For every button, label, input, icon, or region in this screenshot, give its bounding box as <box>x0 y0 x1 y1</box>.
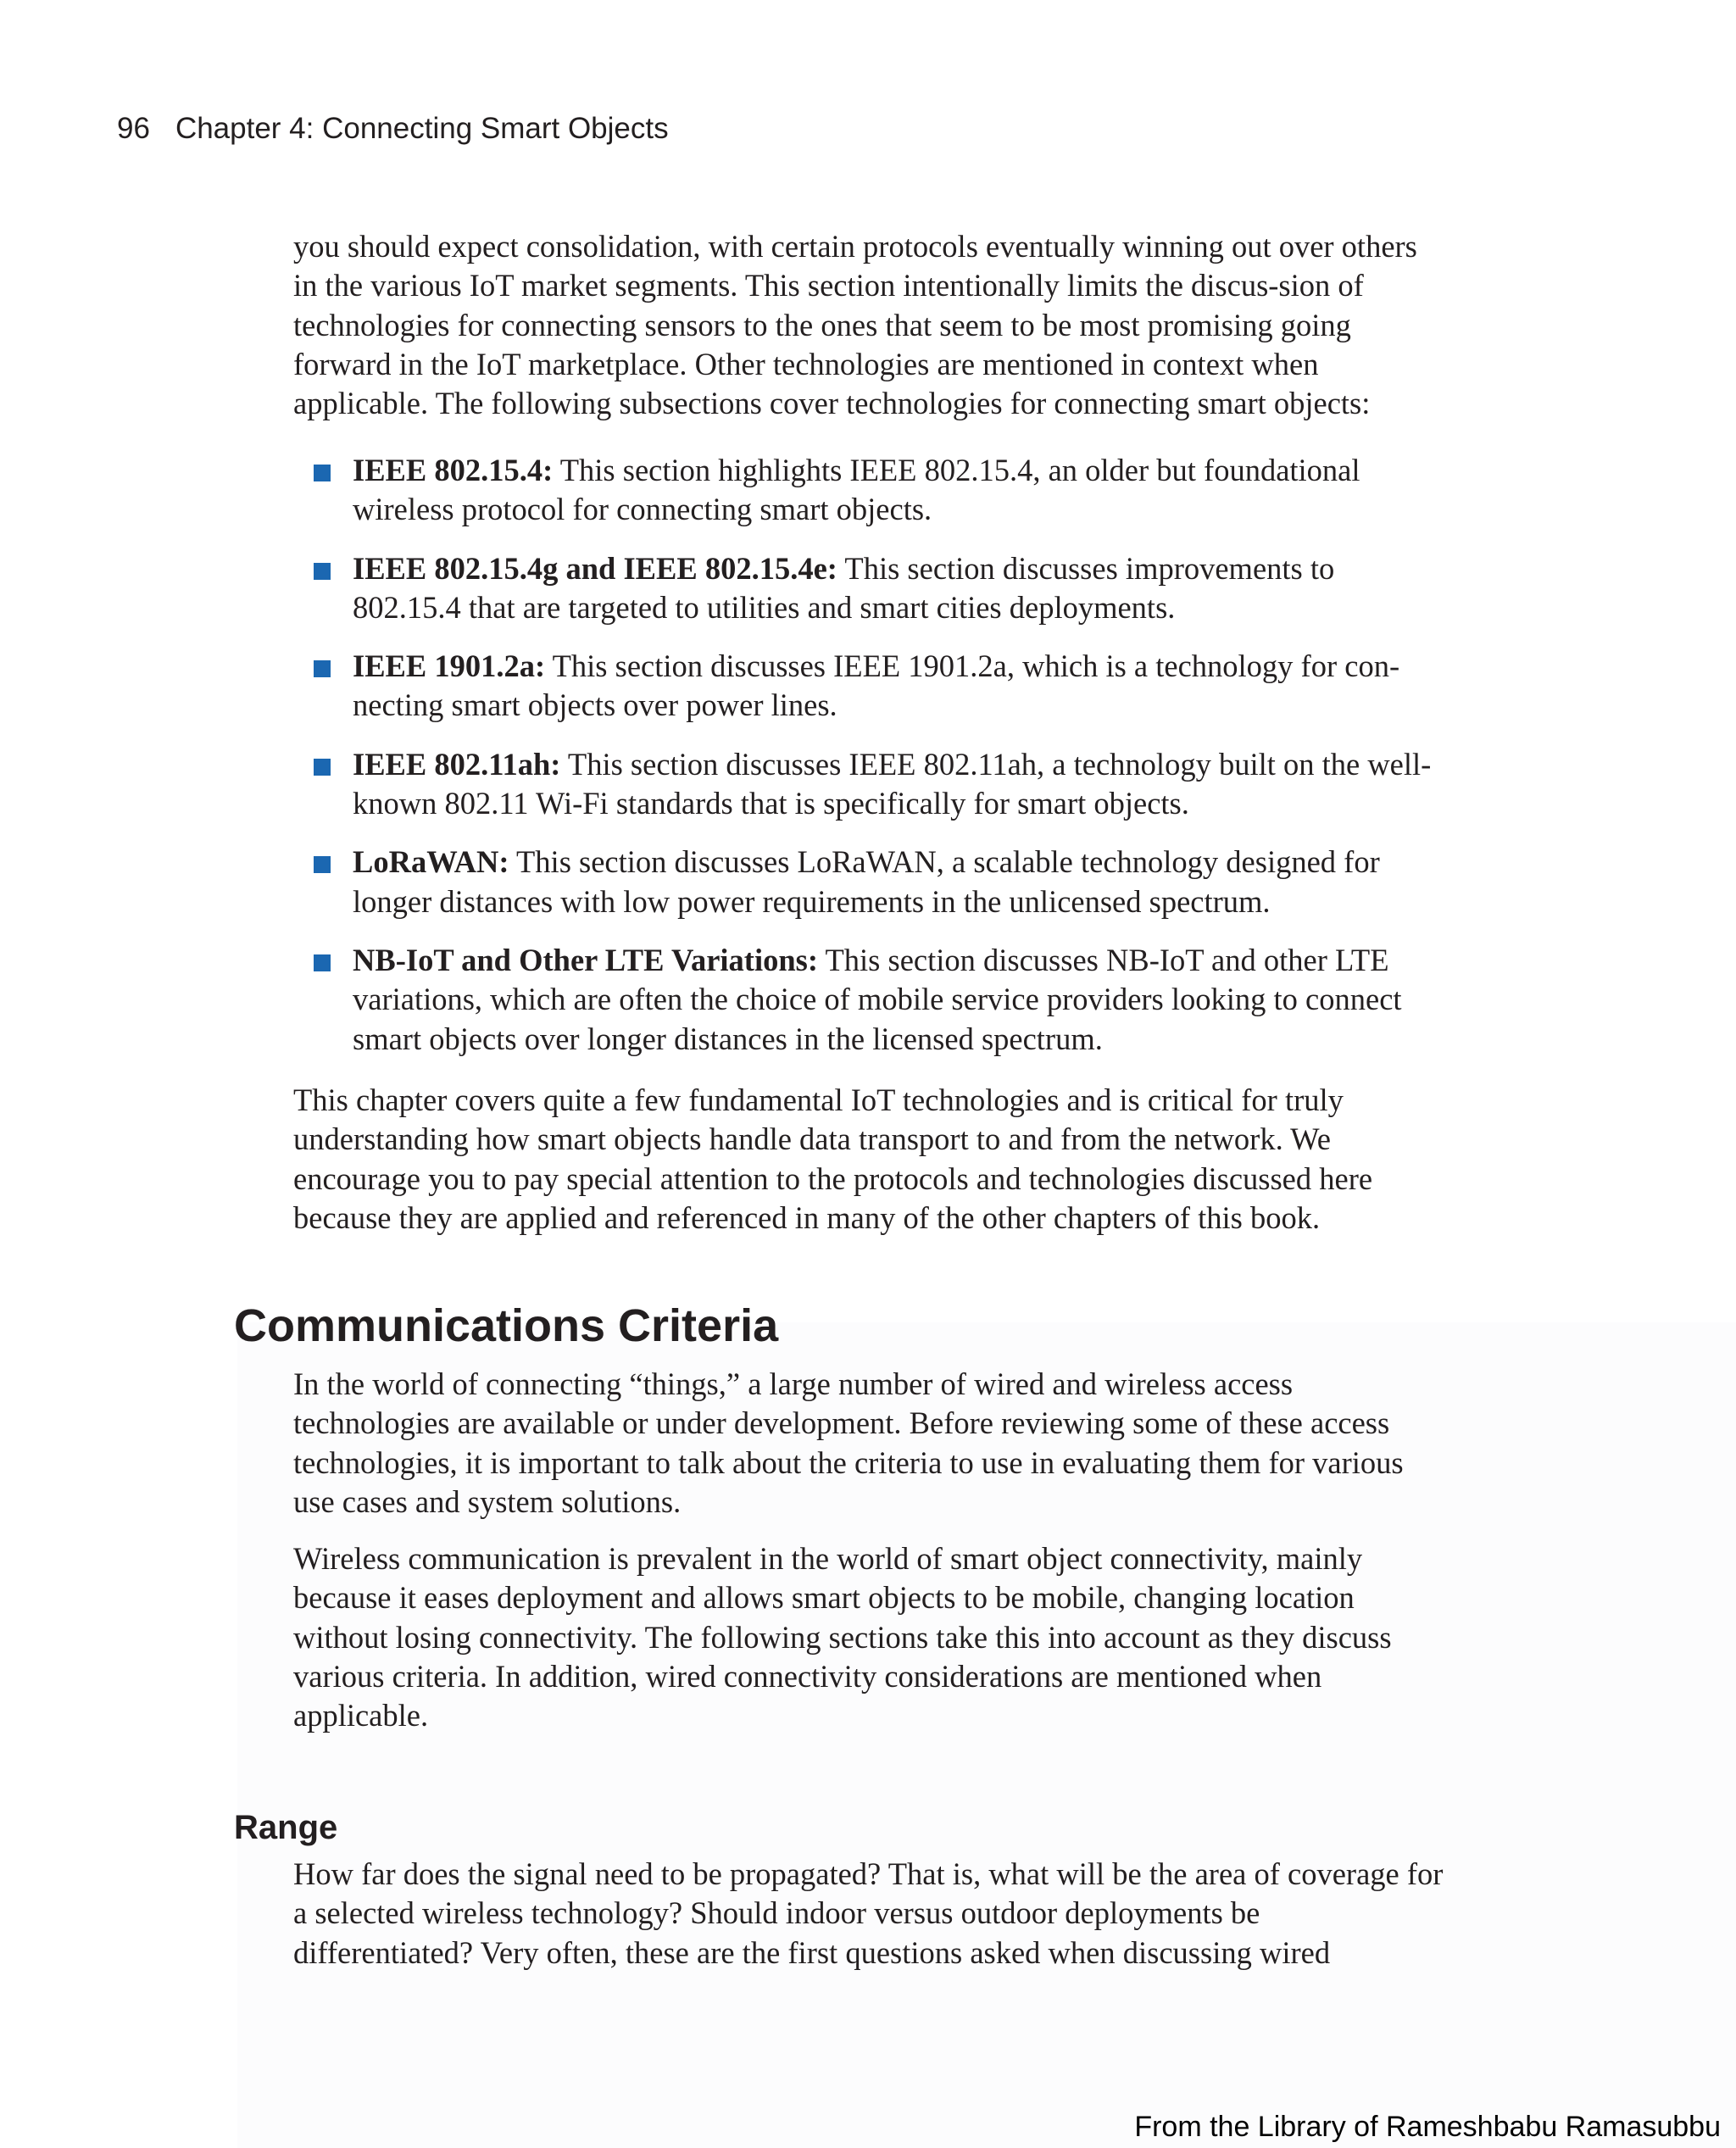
bullet-square-icon <box>314 563 331 580</box>
closing-paragraph: This chapter covers quite a few fundamental IoT technologies and is critical for truly understanding how smart objects handle data transport to and from the network. We encourage you to pay special attention to the protocols and technologies discussed here because they are applied and referenced in many of the other chapters of this book. <box>293 1082 1373 1235</box>
list-item <box>293 745 1446 824</box>
list-item <box>293 843 1446 921</box>
bullet-square-icon <box>314 954 331 971</box>
page-number: 96 <box>117 112 150 145</box>
list-item-term: LoRaWAN: <box>353 844 509 880</box>
bullet-square-icon <box>314 465 331 481</box>
list-item-term: IEEE 802.11ah: <box>353 746 561 782</box>
list-item-text: This section discusses NB-IoT and other LTE variations, which are often the choice of mobile service providers looking to connect smart objects over longer distances in the licensed spectrum. <box>353 942 1402 1056</box>
list-item-text: This section discusses LoRaWAN, a scalable technology designed for longer distances with low power requirements in the unlicensed spectrum. <box>353 844 1380 919</box>
list-item-term: IEEE 802.15.4: <box>353 453 554 487</box>
bullet-square-icon <box>314 759 331 776</box>
list-item-text: This section discusses improvements to 802.15.4 that are targeted to utilities and smart cities deployments. <box>353 550 1335 625</box>
bullet-square-icon <box>314 856 331 873</box>
list-item-term: NB-IoT and Other LTE Variations: <box>353 942 819 977</box>
intro-paragraph: you should expect consolidation, with certain protocols eventually winning out over others in the various IoT market segments. This section intentionally limits the discus-sion of technologies for connecting sensors to the ones that seem to be most promising going forward in the IoT marketplace. Other technologies are mentioned in context when applicable. The following subsections cover technologies for connecting smart objects: <box>293 229 1417 421</box>
section-paragraph-1: In the world of connecting “things,” a large number of wired and wireless access technologies are available or under development. Before reviewing some of these access technologies, it is important to talk about the criteria to use in evaluating them for various use cases and system solutions. <box>293 1366 1404 1519</box>
library-watermark: From the Library of Rameshbabu Ramasubbu <box>1134 2111 1721 2143</box>
list-item-term: IEEE 1901.2a: <box>353 648 546 684</box>
list-item-text: This section discusses IEEE 802.11ah, a technology built on the well-known 802.11 Wi-Fi standards that is specifically for smart objects. <box>353 746 1432 821</box>
section-heading: Communications Criteria <box>234 1300 779 1351</box>
list-item <box>293 647 1446 726</box>
bullet-square-icon <box>314 660 331 677</box>
list-item <box>293 549 1446 628</box>
list-item <box>293 941 1446 1059</box>
technology-list <box>293 451 1446 1078</box>
subsection-heading: Range <box>234 1809 338 1846</box>
list-item-text: This section discusses IEEE 1901.2a, which is a technology for con-necting smart objects over power lines. <box>353 648 1400 723</box>
section-paragraph-2: Wireless communication is prevalent in the world of smart object connectivity, mainly because it eases deployment and allows smart objects to be mobile, changing location without losing connectivity. The following sections take this into account as they discuss various criteria. In addition, wired connectivity considerations are mentioned when applicable. <box>293 1541 1392 1733</box>
list-item-term: IEEE 802.15.4g and IEEE 802.15.4e: <box>353 550 837 586</box>
subsection-paragraph: How far does the signal need to be propagated? That is, what will be the area of coverage for a selected wireless technology? Should indoor versus outdoor deployments be differentiated? Very often, these are the first questions asked when discussing wired <box>293 1856 1444 1970</box>
running-head <box>117 112 669 146</box>
list-item <box>293 451 1446 530</box>
chapter-title: Chapter 4: Connecting Smart Objects <box>175 112 669 145</box>
list-item-text: This section highlights IEEE 802.15.4, an older but foundational wireless protocol for connecting smart objects. <box>353 453 1360 527</box>
